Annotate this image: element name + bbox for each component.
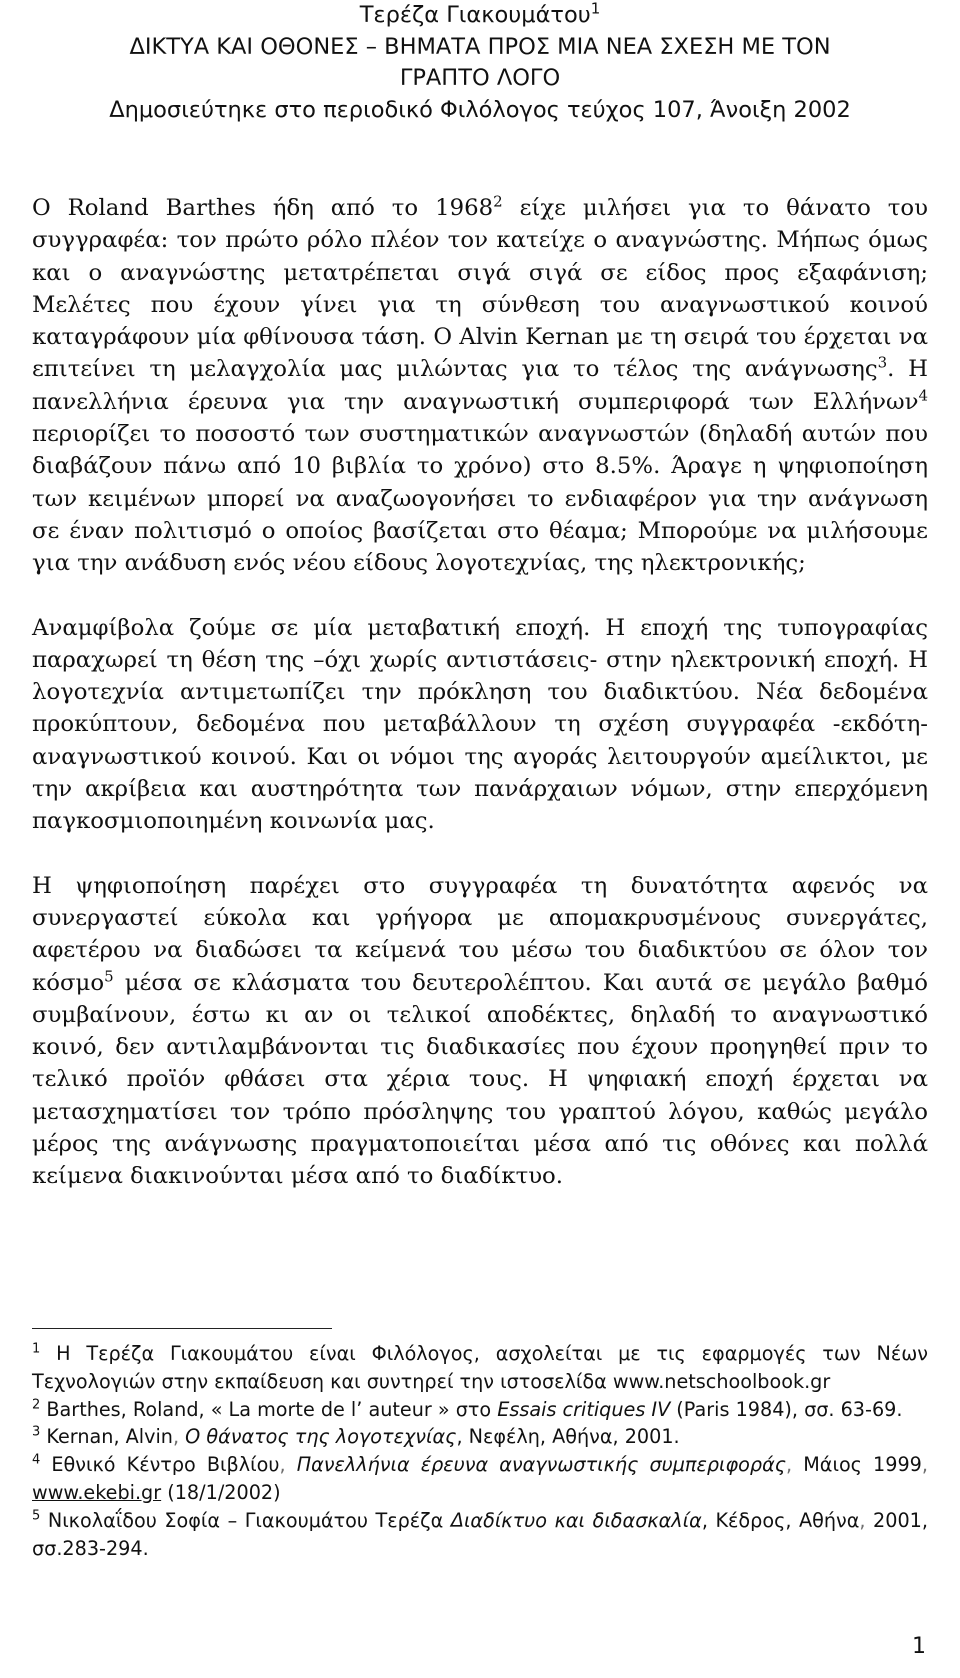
- footnote-number: 1: [32, 1341, 41, 1357]
- ekebi-link[interactable]: www.ekebi.gr: [32, 1480, 162, 1504]
- footnote-ref-1: 1: [590, 0, 601, 18]
- footnote-2: $^2$ Barthes, Roland, « La morte de l’ auteur » στο Essais critiques IV (Paris 1984), σσ. 63-69.: [32, 1397, 903, 1421]
- footnote-number: 2: [32, 1397, 41, 1413]
- document-header: [80, 0, 880, 126]
- footnote-1: $^1$ Η Τερέζα Γιακουμάτου είναι Φιλόλογος, ασχολείται με τις εφαρμογές των Νέων Τεχνολογιών στην εκπαίδευση και συντηρεί την ιστοσελίδα www.netschoolbook.gr: [32, 1341, 928, 1393]
- cited-work-title: Essais critiques IV: [497, 1397, 671, 1421]
- footnote-ref-4: 4: [918, 386, 928, 405]
- footnote-ref-5: 5: [104, 966, 114, 985]
- footnote-number: 5: [32, 1508, 41, 1524]
- paragraph-2: Αναμφίβολα ζούμε σε μία μεταβατική εποχή. Η εποχή της τυπογραφίας παραχωρεί τη θέση της –όχι χωρίς αντιστάσεις- στην ηλεκτρονική εποχή. Η λογοτεχνία αντιμετωπίζει την πρόκληση του διαδικτύου. Νέα δεδομένα προκύπτουν, δεδομένα που μεταβάλλουν τη σχέση συγγραφέα -εκδότη-αναγνωστικού κοινού. Και οι νόμοι της αγοράς λειτουργούν αμείλικτοι, με την ακρίβεια και αυστηρότητα των πανάρχαιων νόμων, στην επερχόμενη παγκοσμιοποιημένη κοινωνία μας.: [32, 614, 928, 835]
- publication-info: Δημοσιεύτηκε στο περιοδικό Φιλόλογος τεύχος 107, Άνοιξη 2002: [109, 96, 851, 123]
- footnote-number: 3: [32, 1425, 41, 1440]
- paragraph-1: Ο Roland Barthes ήδη από το 1968$^2$ είχε μιλήσει για το θάνατο του συγγραφέα: τον πρώτο ρόλο πλέον τον κατείχε ο αναγνώστης. Μήπως όμως και ο αναγνώστης μετατρέπεται σιγά σιγά σε είδος προς εξαφάνιση; Μελέτες που έχουν γίνει για τη σύνθεση του αναγνωστικού κοινού καταγράφουν μία φθίνουσα τάση. Ο Alvin Kernan με τη σειρά του έρχεται να επιτείνει τη μελαγχολία μας μιλώντας για το τέλος της ανάγνωσης$^3$. Η πανελλήνια έρευνα για την αναγνωστική συμπεριφορά των Ελλήνων$^4$ περιορίζει το ποσοστό των συστηματικών αναγνωστών (δηλαδή αυτών που διαβάζουν πάνω από 10 βιβλία το χρόνο) στο 8.5%. Άραγε η ψηφιοποίηση των κειμένων μπορεί να αναζωογονήσει το ενδιαφέρον για την ανάγνωση σε έναν πολιτισμό ο οποίος βασίζεται στο θέαμα; Μπορούμε να μιλήσουμε για την ανάδυση ενός νέου είδους λογοτεχνίας, της ηλεκτρονικής;: [32, 192, 929, 577]
- footnote-4: $^4$ Εθνικό Κέντρο Βιβλίου, Πανελλήνια έρευνα αναγνωστικής συμπεριφοράς, Μάιος 1999, www.ekebi.gr (18/1/2002): [32, 1452, 928, 1504]
- cited-work-title: Πανελλήνια έρευνα αναγνωστικής συμπεριφοράς: [285, 1453, 787, 1477]
- footnote-3: $^3$ Kernan, Alvin, Ο θάνατος της λογοτεχνίας, Νεφέλη, Αθήνα, 2001.: [32, 1425, 680, 1449]
- footnote-ref-2: 2: [493, 192, 503, 211]
- footnote-separator: [32, 1328, 332, 1329]
- footnote-number: 4: [32, 1452, 41, 1468]
- page-number: 1: [912, 1634, 926, 1659]
- document-title: ΔΙΚΤΥΑ ΚΑΙ ΟΘΟΝΕΣ – ΒΗΜΑΤΑ ΠΡΟΣ ΜΙΑ ΝΕΑ ΣΧΕΣΗ ΜΕ ΤΟΝ: [129, 33, 831, 60]
- document-body: [32, 192, 928, 1193]
- paragraph-3: Η ψηφιοποίηση παρέχει στο συγγραφέα τη δυνατότητα αφενός να συνεργαστεί εύκολα και γρήγορα με απομακρυσμένους συνεργάτες, αφετέρου να διαδώσει τα κείμενά του μέσω του διαδικτύου σε όλον τον κόσμο$^5$ μέσα σε κλάσματα του δευτερολέπτου. Και αυτά σε μεγάλο βαθμό συμβαίνουν, έστω κι αν οι τελικοί αποδέκτες, δηλαδή το αναγνωστικό κοινό, δεν αντιλαμβάνονται τις διαδικασίες που έχουν προηγηθεί πριν το τελικό προϊόν φθάσει στα χέρια τους. Η ψηφιακή εποχή έρχεται να μετασχηματίσει τον τρόπο πρόσληψης του γραπτού λόγου, καθώς μεγάλο μέρος της ανάγνωσης πραγματοποιείται μέσα από τις οθόνες και πολλά κείμενα διακινούνται μέσα από το διαδίκτυο.: [32, 872, 928, 1190]
- author-line: [80, 0, 880, 32]
- cited-work-title: Διαδίκτυο και διδασκαλία: [450, 1508, 702, 1532]
- author-name: Τερέζα Γιακουμάτου: [359, 2, 591, 28]
- document-title-continued: ΓΡΑΠΤΟ ΛΟΓΟ: [399, 65, 561, 91]
- footnote-ref-3: 3: [877, 353, 888, 372]
- cited-work-title: Ο θάνατος της λογοτεχνίας: [179, 1425, 457, 1449]
- footnote-5: $^5$ Νικολαΐδου Σοφία – Γιακουμάτου Τερέζα Διαδίκτυο και διδασκαλία, Κέδρος, Αθήνα, 2001, σσ.283-294.: [32, 1508, 928, 1560]
- footnotes: [32, 1340, 928, 1562]
